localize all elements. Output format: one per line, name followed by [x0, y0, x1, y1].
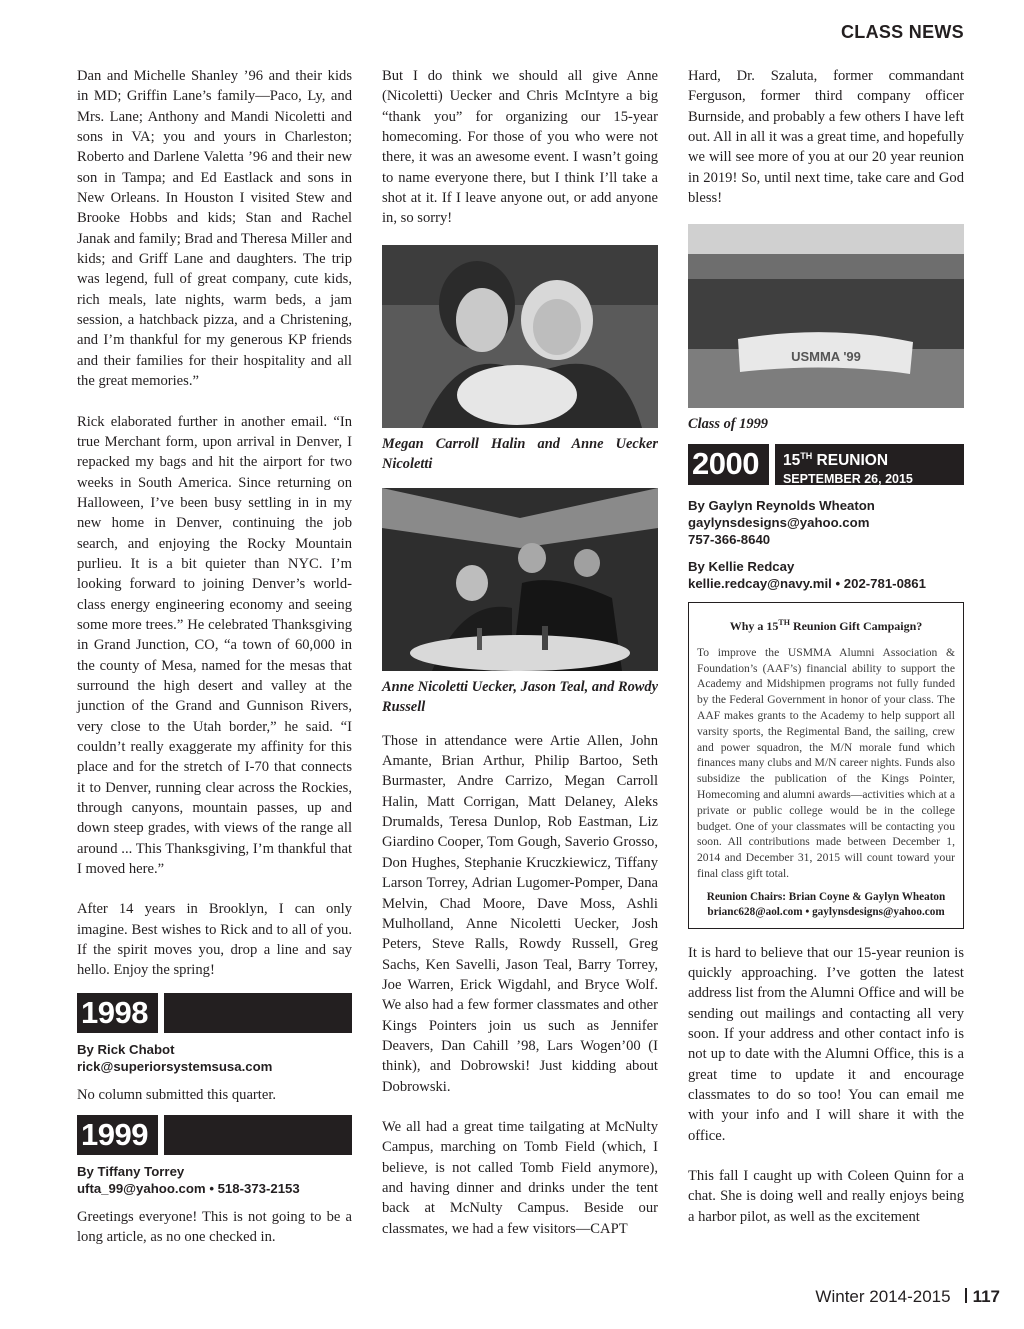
author: By Kellie Redcay: [688, 559, 795, 575]
contact: kellie.redcay@navy.mil • 202-781-0861: [688, 576, 926, 592]
page-footer: [815, 1287, 1000, 1307]
class-2000-header: [688, 444, 964, 485]
photo-image: [382, 245, 658, 428]
email: rick@superiorsystemsusa.com: [77, 1058, 273, 1074]
byline-2000-a: [688, 497, 964, 548]
class-1999-header: [77, 1115, 352, 1155]
photo-image: [382, 488, 658, 671]
photo-image: [688, 224, 964, 408]
paragraph: Those in attendance were Artie Allen, John Amante, Brian Arthur, Philip Bartoo, Seth Burmaster, Andre Carrizo, Megan Carroll Halin, Matt Corrigan, Matt Delaney, Aleks Drumalds, Teresa Dunlop, Rob Eastman, Liz Giardino Cooper, Tom Gough, Saverio Grosso, Don Hughes, Stephanie Kruczkiewicz, Tiffany Larson Torrey, Adrian Lugomer-Pomper, Dana Melvin, Chad Moore, Dave Moss, Ashli Mulholland, Anne Nicoletti Uecker, Josh Peters, Steve Ralls, Rowdy Russell, Greg Sachs, Ken Savelli, Jason Teal, Barry Torrey, Joe Warren, Erick Wigdahl, and Bryce Wolf. We also had a few former classmates and other Kings Pointers join us such as Jennifer Deavers, Dan Cahill ’98, Lars Wogen’00 (I think), and Dobrowski! Just kidding about Dobrowski.: [382, 732, 658, 1095]
issue-label: Winter 2014-2015: [815, 1287, 951, 1306]
paragraph: We all had a great time tailgating at McNulty Campus, marching on Tomb Field (which, I believe, is not called Tomb Field anymore), and having dinner and drinks under the tent back at McNulty Campus. Beside our classmates, we had a few visitors—CAPT: [382, 1118, 658, 1237]
photo-class-of-1999: [688, 224, 964, 408]
section-header: CLASS NEWS: [840, 22, 964, 42]
class-year: 1998: [77, 993, 158, 1033]
contact: ufta_99@yahoo.com • 518-373-2153: [77, 1181, 300, 1197]
photo-megan-anne: [382, 245, 658, 428]
author: By Gaylyn Reynolds Wheaton: [688, 498, 875, 514]
paragraph: No column submitted this quarter.: [77, 1086, 277, 1103]
class-1998-header: [77, 993, 352, 1033]
byline-1998: [77, 1041, 352, 1075]
paragraph: Rick elaborated further in another email. “In true Merchant form, upon arrival in Denver, I repacked my bags and hit the airport for two weeks in South America. Since returning on Halloween, I’ve been busy settling in in my new home in Denver, continuing the job search, and enjoying the Rocky Mountain purlieu. It is a bit quieter than NYC. I’m looking forward to joining Denver’s world-class energy engineering economy and seeing some more trees.” He celebrated Thanksgiving in Grand Junction, CO, “a town of 60,000 in the county of Mesa, named for the mesas that surround the high desert and valley at the junction of the Grand and Gunnison Rivers, very close to the Utah border,” he said. “I couldn’t really exaggerate my affinity for this place and for the stretch of I-70 that connects it to Denver, running clear across the Rockies, through canyons, mountain passes, up and down steep grades, with views of the range all around ... This Thanksgiving, I’m thankful that I moved here.”: [77, 413, 352, 878]
class-year: 1999: [77, 1115, 158, 1155]
phone: 757-366-8640: [688, 532, 771, 548]
photo-caption: Megan Carroll Halin and Anne Uecker Nicoletti: [382, 435, 658, 472]
paragraph: After 14 years in Brooklyn, I can only imagine. Best wishes to Rick and to all of you. If the spirit moves you, drop a line and say hello. Enjoy the spring!: [77, 901, 352, 979]
paragraph: This fall I caught up with Coleen Quinn for a chat. She is doing well and really enjoys being a harbor pilot, as well as the excitement: [688, 1168, 964, 1225]
photo-caption: Anne Nicoletti Uecker, Jason Teal, and Rowdy Russell: [382, 678, 658, 715]
class-year: 2000: [688, 444, 769, 485]
column-2: [382, 66, 658, 1259]
column-3: [688, 66, 964, 1247]
photo-tent-dinner: [382, 488, 658, 671]
author: By Tiffany Torrey: [77, 1164, 185, 1180]
paragraph: Dan and Michelle Shanley ’96 and their kids in MD; Griffin Lane’s family—Paco, Ly, and Mrs. Lane; Anthony and Mandi Nicoletti and sons in VA; you and yours in Charleston; Roberto and Darlene Valetta ’96 and their new son in Tampa; and Ed Eastlack and sons in New Orleans. In Houston I visited Stew and Brooke Hobbs and kids; Stan and Rachel Janak and family; Brad and Theresa Miller and kids; and Griff Lane and daughters. The trip was legend, full of great company, cute kids, rich meals, late nights, warm beds, a jam session, a hatchback pizza, and a Christening, and I’m thankful for my generous KP friends and their families for their hospitality and all the great memories.”: [77, 68, 352, 390]
paragraph: It is hard to believe that our 15-year reunion is quickly approaching. I’ve gotten the latest address list from the Alumni Office and will be sending out mailings and contacting all very soon. If your address and other contact info is not up to date with the Alumni Office, this is a great time to update it and encourage classmates to do so too! You can email me with your info and I will share it with the office.: [688, 944, 964, 1144]
reunion-suffix: TH: [800, 451, 813, 462]
banner-text: USMMA '99: [791, 349, 861, 365]
column-1: [77, 66, 352, 1268]
paragraph: Greetings everyone! This is not going to be a long article, as no one checked in.: [77, 1209, 352, 1246]
photo-caption: Class of 1999: [688, 416, 768, 433]
box-title: Why a 15TH Reunion Gift Campaign?: [729, 618, 923, 634]
divider: [965, 1288, 967, 1303]
email: gaylynsdesigns@yahoo.com: [688, 515, 870, 531]
reunion-word: REUNION: [816, 452, 889, 470]
paragraph: But I do think we should all give Anne (Nicoletti) Uecker and Chris McIntyre a big “thank you” for organizing our 15-year homecoming. For those of you who were not there, it was an awesome event. I wasn’t going to name everyone there, but I think I’ll take a shot at it. If I leave anyone out, or add anyone in, so sorry!: [382, 68, 658, 227]
byline-2000-b: [688, 558, 964, 592]
paragraph: Hard, Dr. Szaluta, former commandant Ferguson, former third company officer Burnside, and probably a few others I have left out. All in all it was a great time, and hopefully we will see more of you at our 20 year reunion in 2019! So, until next time, take care and God bless!: [688, 68, 964, 207]
reunion-gift-campaign-box: [688, 602, 964, 928]
reunion-chairs: Reunion Chairs: Brian Coyne & Gaylyn Wheaton brianc628@aol.com • gaylynsdesigns@yahoo.com: [706, 890, 946, 918]
byline-1999: [77, 1163, 352, 1197]
box-body: To improve the USMMA Alumni Association & Foundation’s (AAF’s) financial ability to support the Academy and Midshipmen programs not fully funded by the Federal Government in honor of your class. The AAF makes grants to the Academy to help support all varsity sports, the Regimental Band, the sailing, crew and power squadron, the M/N morale fund which finances many clubs and M/N career nights. Funds also subsidize the publication of the Kings Pointer, Homecoming and alumni awards—activities which at a private or public college would be in the college budget. One of your classmates will be contacting you soon. All contributions made between December 1, 2014 and December 31, 2015 will count toward your final class gift total.: [697, 645, 955, 880]
author: By Rick Chabot: [77, 1041, 175, 1057]
page-number: 117: [972, 1287, 1000, 1306]
reunion-number: 15: [782, 452, 801, 470]
reunion-date: SEPTEMBER 26, 2015: [782, 471, 913, 486]
